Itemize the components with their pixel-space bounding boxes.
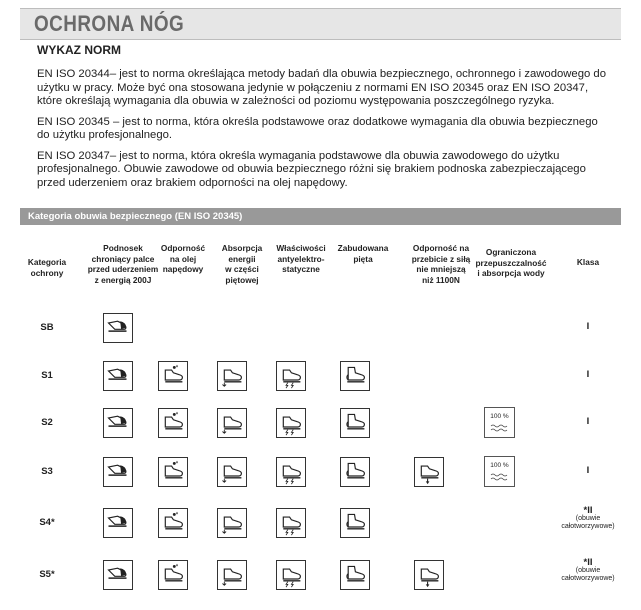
row-category-label: S5*: [39, 569, 55, 580]
row-category-label: S3: [41, 466, 53, 477]
row-klasa: [558, 506, 618, 531]
page-title-bar: [20, 8, 621, 40]
toe-cap-icon: [103, 361, 133, 391]
water-absorption-icon: [484, 407, 515, 438]
row-category-label: SB: [40, 322, 54, 333]
toe-cap-icon: [103, 508, 133, 538]
category-table-header: [20, 208, 621, 225]
klasa-value: I: [586, 465, 590, 476]
klasa-value: *II: [583, 557, 593, 568]
column-header-7: Odporność na przebicie z siłą nie mniejszą niż 1100N: [411, 243, 471, 285]
row-category-label: S2: [41, 417, 53, 428]
oil-resistance-icon: [158, 408, 188, 438]
klasa-note: (obuwie całotworzywowe): [561, 515, 615, 530]
norm-paragraph-20344: EN ISO 20344– jest to norma określająca metody badań dla obuwia bezpiecznego, ochronnego i zawodowego do użytku w pracy. Może być ona stosowana jedynie w połączeniu z normami EN ISO 20345 oraz EN ISO 20347, które określają wymagania dla obuwia w zależności od poziomu występowania poszczególnego ryzyka.: [37, 68, 606, 107]
klasa-value: I: [586, 321, 590, 332]
category-table: [20, 225, 621, 605]
row-klasa: [558, 466, 618, 475]
oil-resistance-icon: [158, 457, 188, 487]
antistatic-icon: [276, 408, 306, 438]
norms-heading: WYKAZ NORM: [37, 43, 121, 57]
row-category-label: S1: [41, 370, 53, 381]
puncture-resistance-icon: [414, 560, 444, 590]
column-header-6: Zabudowana pięta: [337, 243, 389, 264]
water-absorption-label: 100 %: [490, 462, 509, 469]
closed-heel-icon: [340, 408, 370, 438]
column-header-2: Podnosek chroniący palce przed uderzeniem z energią 200J: [87, 243, 159, 285]
antistatic-icon: [276, 508, 306, 538]
klasa-note: (obuwie całotworzywowe): [561, 567, 615, 582]
norm-paragraph-20347: EN ISO 20347– jest to norma, która określa wymagania podstawowe dla obuwia zawodowego do użytku profesjonalnego. Obuwie zawodowe od obuwia bezpiecznego różni się brakiem podnoska zabezpieczającego przed uderzeniem oraz brakiem odporności na olej napędowy.: [37, 149, 586, 189]
closed-heel-icon: [340, 361, 370, 391]
column-header-8: Ograniczona przepuszczalność i absorpcja wody: [475, 247, 547, 278]
heel-energy-icon: [217, 457, 247, 487]
row-klasa: [558, 322, 618, 331]
puncture-resistance-icon: [414, 457, 444, 487]
klasa-value: *II: [583, 505, 593, 516]
toe-cap-icon: [103, 457, 133, 487]
heel-energy-icon: [217, 508, 247, 538]
norms-section: [37, 40, 609, 190]
row-category-label: S4*: [39, 517, 55, 528]
column-header-5: Właściwości antyelektro- statyczne: [276, 243, 326, 274]
category-table-title: Kategoria obuwia bezpiecznego (EN ISO 20345): [28, 211, 243, 222]
antistatic-icon: [276, 457, 306, 487]
antistatic-icon: [276, 560, 306, 590]
norm-paragraph-20345: EN ISO 20345 – jest to norma, która określa podstawowe oraz dodatkowe wymagania dla obuwia bezpiecznego do użytku profesjonalnego.: [37, 115, 598, 141]
klasa-value: I: [586, 369, 590, 380]
toe-cap-icon: [103, 408, 133, 438]
heel-energy-icon: [217, 361, 247, 391]
closed-heel-icon: [340, 560, 370, 590]
heel-energy-icon: [217, 560, 247, 590]
toe-cap-icon: [103, 313, 133, 343]
heel-energy-icon: [217, 408, 247, 438]
oil-resistance-icon: [158, 508, 188, 538]
water-absorption-icon: [484, 456, 515, 487]
column-header-3: Odporność na olej napędowy: [160, 243, 206, 274]
row-klasa: [558, 558, 618, 583]
row-klasa: [558, 370, 618, 379]
closed-heel-icon: [340, 457, 370, 487]
page-title: OCHRONA NÓG: [34, 11, 185, 36]
column-header-4: Absorpcja energii w części piętowej: [221, 243, 263, 285]
klasa-value: I: [586, 416, 590, 427]
oil-resistance-icon: [158, 560, 188, 590]
column-header-9: Klasa: [576, 257, 600, 267]
column-header-1: Kategoria ochrony: [27, 257, 67, 278]
oil-resistance-icon: [158, 361, 188, 391]
water-absorption-label: 100 %: [490, 413, 509, 420]
antistatic-icon: [276, 361, 306, 391]
toe-cap-icon: [103, 560, 133, 590]
closed-heel-icon: [340, 508, 370, 538]
row-klasa: [558, 417, 618, 426]
